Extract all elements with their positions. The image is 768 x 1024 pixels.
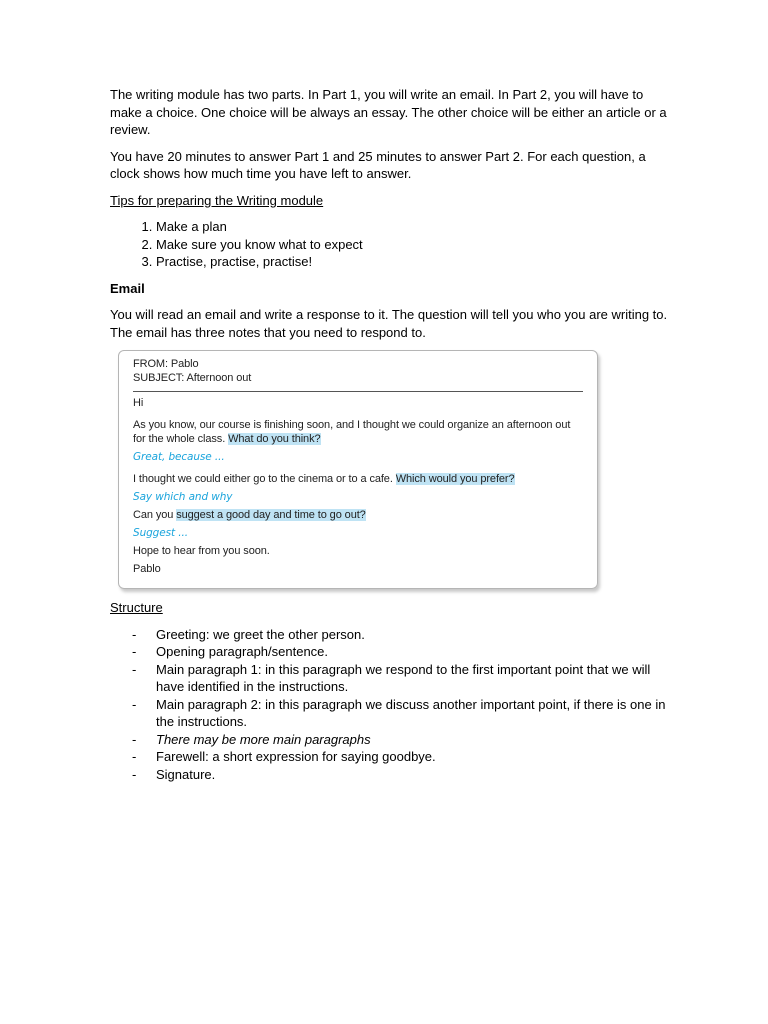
email-note-2: Say which and why	[133, 491, 233, 503]
list-item: - Main paragraph 2: in this paragraph we discuss another important point, if there is one in the instructions.	[132, 696, 666, 729]
email-line-1	[133, 418, 583, 446]
list-item: - Main paragraph 1: in this paragraph we respond to the first important point that we will have identified in the instructions.	[132, 661, 651, 694]
email-example-figure	[118, 350, 598, 589]
list-item: 3. Practise, practise, practise!	[156, 253, 670, 271]
intro-paragraph-1: The writing module has two parts. In Part 1, you will write an email. In Part 2, you will have to make a choice. One choice will be always an essay. The other choice will be either an article or a review.	[110, 87, 667, 137]
email-note-3: Suggest ...	[133, 527, 188, 539]
list-item: - Greeting: we greet the other person.	[132, 626, 365, 642]
list-item: - Signature.	[132, 766, 216, 782]
email-greeting: Hi	[133, 397, 144, 409]
list-item: 2. Make sure you know what to expect	[156, 236, 670, 254]
highlighted-question: suggest a good day and time to go out?	[176, 509, 366, 521]
list-item: - There may be more main paragraphs	[132, 731, 371, 747]
document-content	[110, 86, 670, 783]
email-divider	[133, 391, 583, 392]
tips-heading: Tips for preparing the Writing module	[110, 192, 324, 208]
email-signature: Pablo	[133, 563, 161, 575]
tips-list	[110, 218, 670, 271]
email-line-2	[133, 472, 583, 486]
list-item: 1. Make a plan	[156, 218, 670, 236]
email-heading: Email	[110, 280, 145, 296]
list-item: - Farewell: a short expression for saying goodbye.	[132, 749, 436, 764]
intro-paragraph-2: You have 20 minutes to answer Part 1 and 25 minutes to answer Part 2. For each question, a clock shows how much time you have left to answer.	[110, 148, 646, 181]
email-closing: Hope to hear from you soon.	[133, 545, 270, 557]
email-text: I thought we could either go to the cinema or to a cafe.	[133, 473, 396, 485]
structure-heading: Structure	[110, 600, 163, 615]
highlighted-question: Which would you prefer?	[395, 473, 515, 485]
highlighted-question: What do you think?	[228, 433, 321, 445]
email-text: As you know, our course is finishing soon, and I thought we could organize an afternoon out for the whole class.	[133, 419, 571, 445]
list-item: - Opening paragraph/sentence.	[132, 644, 329, 659]
email-subject: SUBJECT: Afternoon out	[133, 372, 252, 384]
email-line-3	[133, 508, 583, 522]
structure-list	[110, 626, 670, 784]
email-text: Can you	[133, 509, 177, 521]
email-note-1: Great, because ...	[133, 451, 225, 463]
email-description: You will read an email and write a response to it. The question will tell you who you are writing to. The email has three notes that you need to respond to.	[110, 307, 668, 340]
email-from: FROM: Pablo	[133, 358, 199, 370]
